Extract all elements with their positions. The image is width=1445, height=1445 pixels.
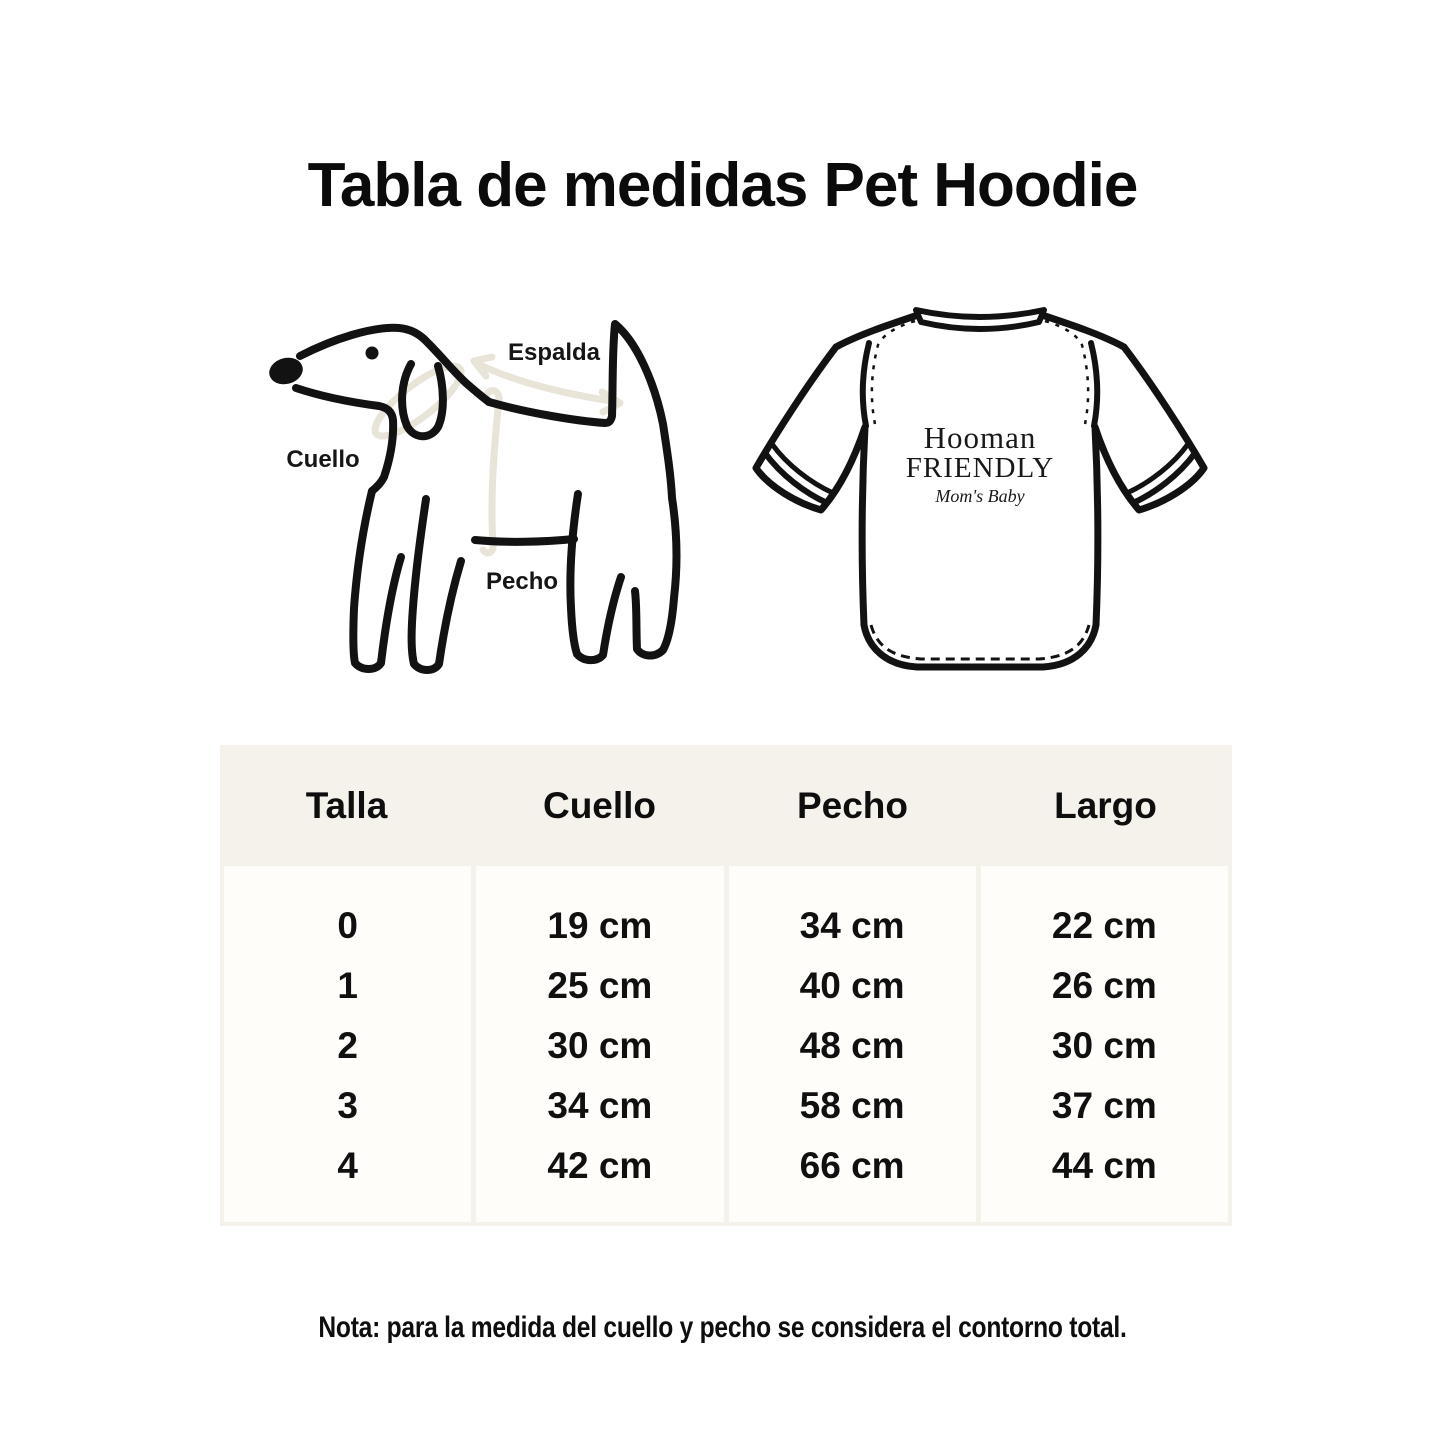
tshirt-collar [916, 310, 1044, 329]
table-cell: 40 cm [799, 965, 905, 1006]
table-cell: 19 cm [547, 905, 653, 946]
table-cell: 0 [337, 905, 358, 946]
note-text: Nota: para la medida del cuello y pecho se considera el contorno total. [318, 1311, 1127, 1344]
table-cell: 58 cm [799, 1085, 905, 1126]
table-body [220, 866, 1232, 1226]
shirt-logo-line-2: FRIENDLY [905, 452, 1055, 484]
table-cell: 22 cm [1051, 905, 1157, 946]
espalda-label: Espalda [507, 339, 601, 366]
table-cell: 3 [337, 1085, 358, 1126]
table-column-pecho [729, 866, 976, 1222]
header-cell-cuello: Cuello [542, 784, 657, 826]
table-cell: 4 [337, 1145, 358, 1186]
header-cell-pecho: Pecho [796, 784, 909, 826]
table-cell: 48 cm [799, 1025, 905, 1066]
table-cell: 66 cm [799, 1145, 905, 1186]
header-cell-largo: Largo [1054, 784, 1157, 826]
table-cell: 34 cm [547, 1085, 653, 1126]
table-cell: 34 cm [799, 905, 905, 946]
cuello-label: Cuello [286, 446, 360, 473]
table-cell: 1 [337, 965, 358, 1006]
shirt-logo [830, 420, 1130, 520]
table-cell: 37 cm [1051, 1085, 1157, 1126]
table-cell: 30 cm [547, 1025, 653, 1066]
header-cell-talla: Talla [305, 784, 388, 826]
shirt-logo-line-1: Hooman [923, 420, 1037, 455]
dog-measurement-illustration [248, 298, 698, 678]
page-title: Tabla de medidas Pet Hoodie [307, 151, 1138, 220]
table-column-talla [224, 866, 471, 1222]
shirt-logo-line-3: Mom's Baby [935, 486, 1025, 506]
pecho-label: Pecho [485, 568, 559, 595]
table-cell: 42 cm [547, 1145, 653, 1186]
pecho-measure-line [483, 391, 499, 553]
table-cell: 2 [337, 1025, 358, 1066]
table-cell: 25 cm [547, 965, 653, 1006]
size-table [220, 745, 1232, 1226]
table-cell: 30 cm [1051, 1025, 1157, 1066]
dog-eye [366, 347, 379, 360]
table-cell: 44 cm [1051, 1145, 1157, 1186]
table-header-row [220, 745, 1232, 866]
table-column-cuello [476, 866, 723, 1222]
table-cell: 26 cm [1051, 965, 1157, 1006]
table-column-largo [981, 866, 1228, 1222]
